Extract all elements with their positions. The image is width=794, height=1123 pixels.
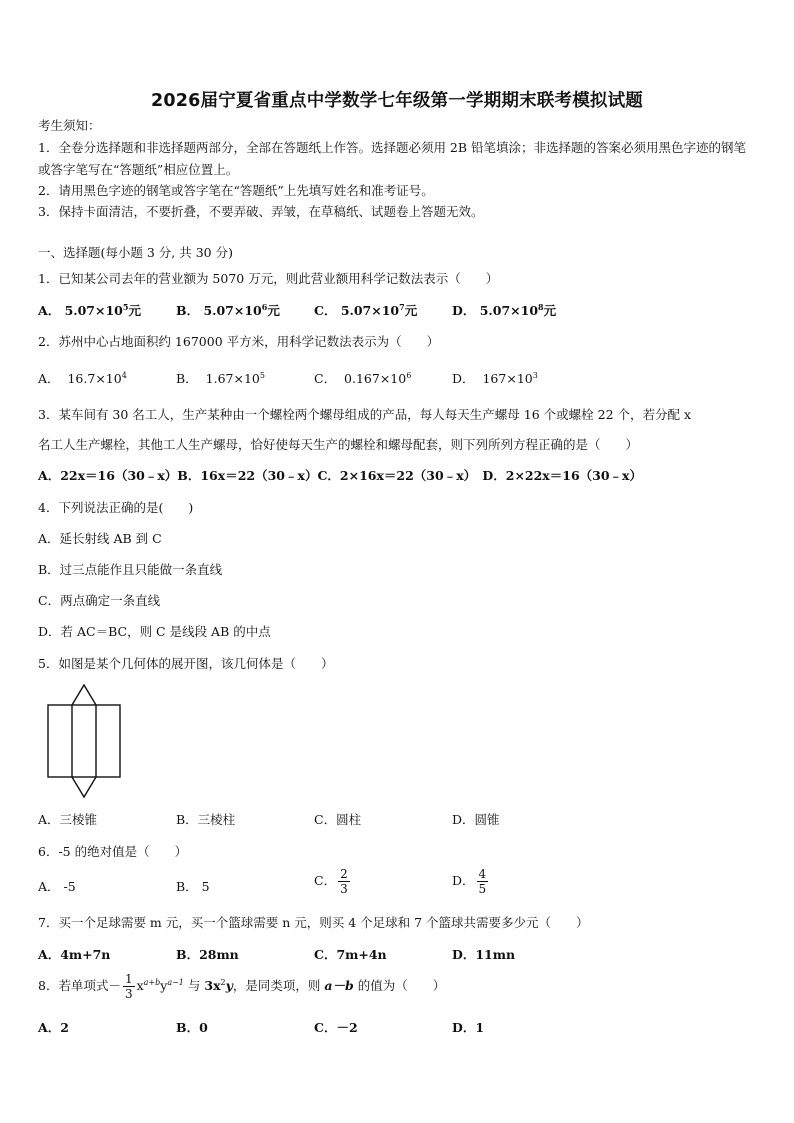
q5-option-c: C．圆柱 [314,812,362,827]
fraction: $\frac{2}{3}$ [340,867,348,896]
q7-option-a: A．4m+7n [38,947,111,962]
q6-option-c: C． $\frac{2}{3}$ [314,867,348,896]
q7-option-d: D．11mn [452,947,516,962]
prism-net-figure [40,680,130,800]
notice-heading: 考生须知： [38,118,101,133]
q6-option-d: D． $\frac{4}{5}$ [452,867,487,896]
q8-option-d: D．1 [452,1020,485,1035]
notice-item-2: 2．请用黑色字迹的钢笔或答字笔在“答题纸”上先填写姓名和准考证号。 [38,183,434,198]
q2-option-a: A． $16.7\times 10^4$ [38,371,127,386]
section-heading: 一、选择题(每小题 3 分, 共 30 分) [38,245,233,260]
q4-option-d: D．若 AC＝BC，则 C 是线段 AB 的中点 [38,624,271,639]
question-5-stem: 5．如图是某个几何体的展开图，该几何体是（ ） [38,656,334,671]
page-title: 2026届宁夏省重点中学数学七年级第一学期期末联考模拟试题 [150,91,643,111]
question-4-stem: 4．下列说法正确的是( ) [38,500,194,515]
q4-option-c: C．两点确定一条直线 [38,593,161,608]
question-2-stem: 2．苏州中心占地面积约 167000 平方米，用科学记数法表示为（ ） [38,334,440,349]
q6-option-b: B． 5 [176,879,210,894]
notice-item-1: 1．全卷分选择题和非选择题两部分，全部在答题纸上作答。选择题必须用 2B 铅笔填涂；非选择题的答案必须用黑色字迹的钢笔或答字笔写在“答题纸”相应位置上。 [38,140,747,177]
q1-option-c: C． $5.07\times 10^7$元 [314,302,418,318]
q4-option-b: B．过三点能作且只能做一条直线 [38,562,223,577]
q2-option-c: C． $0.167\times 10^6$ [314,371,412,386]
q1-option-b: B． $5.07\times 10^6$元 [176,302,280,318]
notice-item-3: 3．保持卡面清洁，不要折叠，不要弄破、弄皱，在草稿纸、试题卷上答题无效。 [38,204,484,219]
q8-option-c: C．－2 [314,1020,358,1035]
q5-option-a: A．三棱锥 [38,812,98,827]
question-7-stem: 7．买一个足球需要 m 元，买一个篮球需要 n 元，则买 4 个足球和 7 个篮球共需要多少元（ ） [38,915,589,930]
q2-option-b: B． $1.67\times 10^5$ [176,371,265,386]
q8-option-b: B．0 [176,1020,208,1035]
q1-option-a: A． $5.07\times 10^5$元 [38,302,141,318]
q1-option-d: D． $5.07\times 10^8$元 [452,302,557,318]
question-8-stem: 8．若单项式－ $\frac{1}{3}$ $x^{a+b}y^{a-1}$ 与 $3x^2y$，是同类项，则 a－b 的值为（ ） [38,972,446,1001]
q7-option-c: C．7m+4n [314,947,387,962]
question-3-line-1: 3．某车间有 30 名工人，生产某种由一个螺栓两个螺母组成的产品，每人每天生产螺母 16 个或螺栓 22 个，若分配 x [38,407,692,422]
q2-option-d: D． $167\times 10^3$ [452,371,538,386]
q4-option-a: A．延长射线 AB 到 C [38,531,162,546]
q5-option-d: D．圆锥 [452,812,500,827]
question-6-stem: 6．-5 的绝对值是（ ） [38,844,188,859]
fraction: $\frac{1}{3}$ [124,972,133,1001]
q7-option-b: B．28mn [176,947,239,962]
q5-option-b: B．三棱柱 [176,812,236,827]
q3-options: A．22x＝16（30﹣x）B．16x＝22（30﹣x）C．2×16x＝22（30﹣x） D．2×22x＝16（30﹣x） [38,468,643,483]
question-1-stem: 1．已知某公司去年的营业额为 5070 万元，则此营业额用科学记数法表示（ ） [38,271,499,286]
fraction: $\frac{4}{5}$ [478,867,487,896]
question-3-line-2: 名工人生产螺栓，其他工人生产螺母，恰好使每天生产的螺栓和螺母配套，则下列所列方程正确的是（ ） [38,437,639,452]
q8-option-a: A．2 [38,1020,69,1035]
q6-option-a: A． -5 [38,879,76,894]
